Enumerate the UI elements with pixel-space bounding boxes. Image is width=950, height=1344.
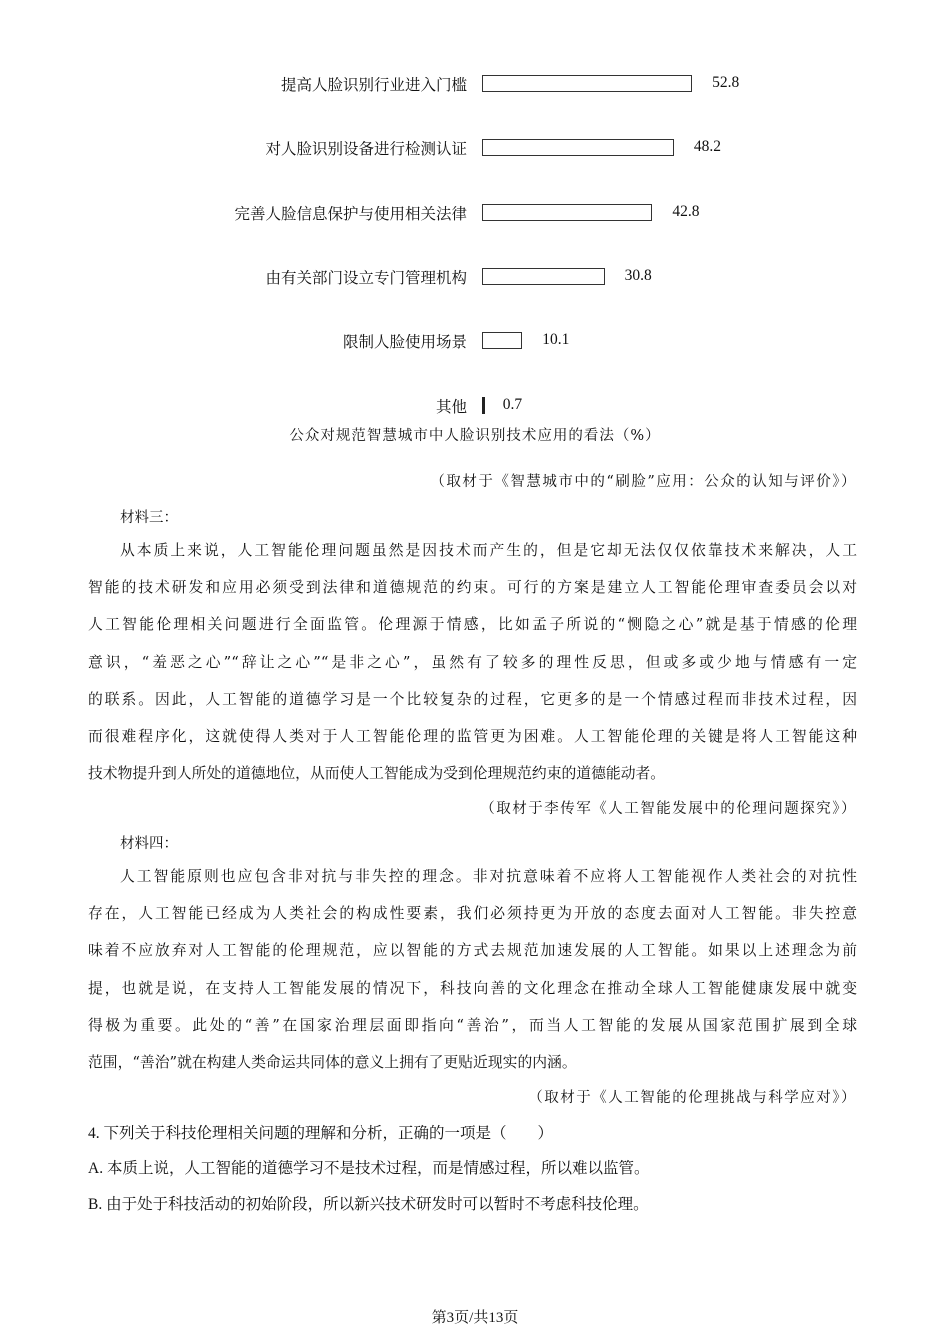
paragraph-line: 意识，“羞恶之心”“辞让之心”“是非之心”，虽然有了较多的理性反思，但或多或少地与情感有一定 xyxy=(88,653,857,671)
paragraph-line: 味着不应放弃对人工智能的伦理规范，应以智能的方式去规范加速发展的人工智能。如果以上述理念为前 xyxy=(88,942,857,960)
value-label: 48.2 xyxy=(693,138,721,156)
material3-heading: 材料三： xyxy=(120,510,178,526)
value-label: 0.7 xyxy=(502,395,523,413)
chart-title: 公众对规范智慧城市中人脸识别技术应用的看法（%） xyxy=(289,428,661,444)
value-label: 42.8 xyxy=(672,202,700,220)
question-stem: 4. 下列关于科技伦理相关问题的理解和分析，正确的一项是（ ） xyxy=(88,1125,554,1142)
bar-chart xyxy=(0,60,950,430)
bar xyxy=(482,332,522,349)
paragraph-line: 而很难程序化，这就使得人类对于人工智能伦理的监管更为困难。人工智能伦理的关键是将人工智能这种 xyxy=(88,728,857,745)
category-label: 其他 xyxy=(435,397,467,416)
category-label: 由有关部门设立专门管理机构 xyxy=(265,268,467,287)
option-a: A. 本质上说，人工智能的道德学习不是技术过程，而是情感过程，所以难以监管。 xyxy=(88,1160,650,1177)
bar xyxy=(482,268,605,285)
option-b: B. 由于处于科技活动的初始阶段，所以新兴技术研发时可以暂时不考虑科技伦理。 xyxy=(88,1196,649,1213)
category-label: 提高人脸识别行业进入门槛 xyxy=(280,76,467,94)
material4-source: （取材于《人工智能的伦理挑战与科学应对》） xyxy=(528,1090,857,1106)
bar xyxy=(482,139,674,156)
bar xyxy=(482,75,692,92)
paragraph-line: 从本质上来说，人工智能伦理问题虽然是因技术而产生的，但是它却无法仅仅依靠技术来解决，人工 xyxy=(120,542,857,559)
value-label: 10.1 xyxy=(542,331,570,349)
page-footer: 第3页/共13页 xyxy=(431,1310,519,1326)
paragraph-line: 的联系。因此，人工智能的道德学习是一个比较复杂的过程，它更多的是一个情感过程而非技术过程，因 xyxy=(88,690,857,708)
paragraph-line: 得极为重要。此处的“善”在国家治理层面即指向“善治”，而当人工智能的发展从国家范围扩展到全球 xyxy=(88,1016,857,1034)
paragraph-line: 人工智能原则也应包含非对抗与非失控的理念。非对抗意味着不应将人工智能视作人类社会的对抗性 xyxy=(120,868,857,885)
paragraph-line: 智能的技术研发和应用必须受到法律和道德规范的约束。可行的方案是建立人工智能伦理审查委员会以对 xyxy=(88,579,857,597)
bar xyxy=(482,397,485,414)
category-label: 对人脸识别设备进行检测认证 xyxy=(265,140,467,159)
value-label: 52.8 xyxy=(712,74,740,91)
chart-source: （取材于《智慧城市中的“刷脸”应用：公众的认知与评价》） xyxy=(430,474,857,490)
material3-source: （取材于李传军《人工智能发展中的伦理问题探究》） xyxy=(480,801,857,817)
paragraph-line: 提，也就是说，在支持人工智能发展的情况下，科技向善的文化理念在推动全球人工智能健康发展中就变 xyxy=(88,979,857,997)
category-label: 完善人脸信息保护与使用相关法律 xyxy=(234,204,467,223)
paragraph-line: 人工智能伦理相关问题进行全面监管。伦理源于情感，比如孟子所说的“恻隐之心”就是基于情感的伦理 xyxy=(88,616,857,634)
paragraph-line: 技术物提升到人所处的道德地位，从而使人工智能成为受到伦理规范约束的道德能动者。 xyxy=(88,765,666,783)
value-label: 30.8 xyxy=(624,266,652,284)
paragraph-line: 存在，人工智能已经成为人类社会的构成性要素，我们必须持更为开放的态度去面对人工智能。非失控意 xyxy=(88,905,857,923)
paragraph-line: 范围，“善治”就在构建人类命运共同体的意义上拥有了更贴近现实的内涵。 xyxy=(88,1054,577,1071)
material4-heading: 材料四： xyxy=(120,836,178,852)
bar xyxy=(482,204,652,221)
category-label: 限制人脸使用场景 xyxy=(342,333,467,352)
